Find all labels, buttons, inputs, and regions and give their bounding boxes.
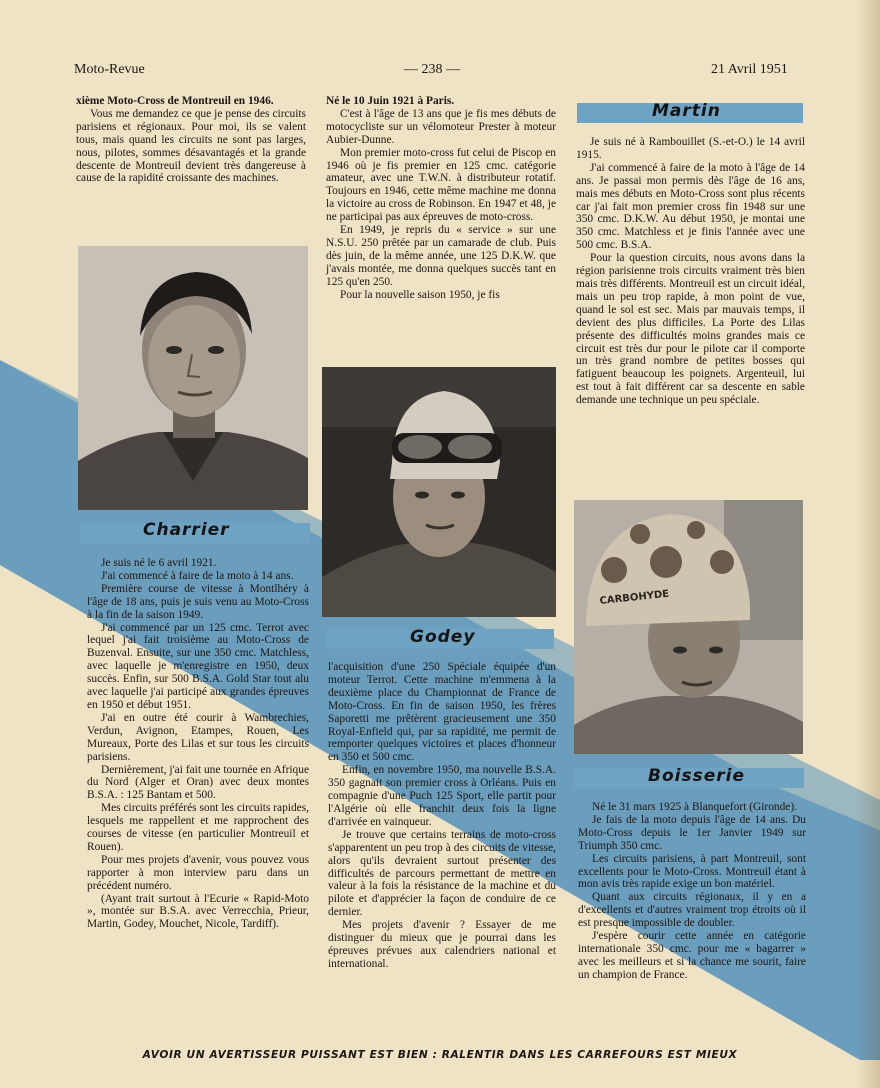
paragraph: J'ai commencé à faire de la moto à l'âge de 14 ans. Je passai mon permis dès l'âge de 16 ans, mais mes débuts en Moto-Cross sont plus récents car j'ai fait mon premier cross fin 1948 sur une 350 cmc. D.K.W. Au début 1950, je montai une 350 cmc. Matchless et je finis l'année avec une 500 cmc. B.S.A. <box>576 161 805 252</box>
paragraph: J'ai commencé par un 125 cmc. Terrot avec lequel j'ai fait troisième au Moto-Cross de Buzenval. Ensuite, sur une 350 cmc. Matchless, avec laquelle je m'enregistre en 1950, deux succès. Enfin, sur 500 B.S.A. Gold Star tout alu avec laquelle j'ai participé aux grandes épreuves en 1950 et début 1951. <box>87 621 309 711</box>
paragraph: Les circuits parisiens, à part Montreuil, sont excellents pour le Moto-Cross. Montreuil étant à mon avis très rapide exige un bon matériel. <box>578 852 806 891</box>
col3-martin-text <box>576 136 805 407</box>
paragraph: Première course de vitesse à Montlhéry à l'âge de 18 ans, puis je suis venu au Moto-Cross à la fin de la saison 1949. <box>87 582 309 621</box>
paragraph: J'espère courir cette année en catégorie internationale 350 cmc. pour me « bagarrer » avec les meilleurs et si la chance me sourit, faire un champion de France. <box>578 930 806 981</box>
paragraph: xième Moto-Cross de Montreuil en 1946. <box>76 95 274 107</box>
paragraph: Je suis né le 6 avril 1921. <box>101 557 217 569</box>
col2-godey-bottom <box>328 661 556 971</box>
rider-name-godey: Godey <box>410 627 476 647</box>
col3-boisserie-text <box>578 801 806 982</box>
paragraph: C'est à l'âge de 13 ans que je fis mes débuts de motocycliste sur un vélomoteur Prester à moteur Aubier-Dunne. <box>326 107 556 146</box>
issue-date: 21 Avril 1951 <box>711 62 788 77</box>
paragraph: Pour la question circuits, nous avons dans la région parisienne trois circuits vraiment très bien mais très différents. Montreuil est un circuit idéal, mais un peu trop rapide, à mon point de vue, quand le sol est sec. Mais par mauvais temps, il devient des plus difficiles. La Porte des Lilas présente des difficultés moins grandes mais ce circuit est très dur pour le pilote car il comporte un très grand nombre de petites bosses qui fatiguent beaucoup les poignets. Argenteuil, lui est tout à fait différent car sa descente en sable demande une technique un peu spéciale. <box>576 252 805 407</box>
page-edge-shadow <box>856 0 880 1088</box>
paragraph: Né le 31 mars 1925 à Blanquefort (Gironde). <box>592 801 797 813</box>
rider-name-martin: Martin <box>652 101 721 121</box>
paragraph: (Ayant trait surtout à l'Ecurie « Rapid-Moto », montée sur B.S.A. avec Verrecchia, Prieur, Martin, Godey, Mouchet, Nicole, Tardiff). <box>87 892 309 931</box>
paragraph: J'ai en outre été courir à Wambrechies, Verdun, Avignon, Etampes, Rouen, Les Mureaux, Porte des Lilas et sur tous les circuits parisiens. <box>87 711 309 763</box>
paragraph: Dernièrement, j'ai fait une tournée en Afrique du Nord (Alger et Oran) avec deux montes B.S.A. : 125 Bantam et 500. <box>87 763 309 802</box>
paragraph: Pour mes projets d'avenir, vous pouvez vous rapporter à mon interview paru dans un précédent numéro. <box>87 853 309 892</box>
paragraph: Je fais de la moto depuis l'âge de 14 ans. Du Moto-Cross depuis le 1er Janvier 1949 sur Triumph 350 cmc. <box>578 813 806 852</box>
col1-charrier-bio <box>87 557 309 931</box>
paragraph: Mes circuits préférés sont les circuits rapides, lesquels me rappellent et me rapprochent des courses de vitesse (en particulier Montreuil et Rouen). <box>87 802 309 853</box>
paragraph: Mon premier moto-cross fut celui de Piscop en 1946 où je fis premier en 125 cmc. catégorie amateur, avec une T.W.N. à distributeur rotatif. Toujours en 1946, cette même machine me donna la victoire au cross de Robinson. En 1947 et 48, je ne participai pas aux épreuves de moto-cross. <box>326 146 556 224</box>
paragraph: l'acquisition d'une 250 Spéciale équipée d'un moteur Terrot. Cette machine m'emmena à la deuxième place du Championnat de France de Moto-Cross. En fin de saison 1950, les frères Saporetti me prêtèrent gracieusement une 350 Royal-Enfield qui, par sa rapidité, me permit de remporter quelques victoires et places d'honneur en 350 et 500 cmc. <box>328 661 556 764</box>
paragraph: J'ai commencé à faire de la moto à 14 ans. <box>101 569 294 582</box>
paragraph: Quant aux circuits régionaux, il y en a d'excellents et d'autres vraiment trop étroits où il est presque impossible de doubler. <box>578 891 806 930</box>
footer-slogan: AVOIR UN AVERTISSEUR PUISSANT EST BIEN : RALENTIR DANS LES CARREFOURS EST MIEUX <box>142 1049 738 1061</box>
col1-intro <box>76 95 306 185</box>
rider-name-charrier: Charrier <box>143 520 230 540</box>
paragraph: Pour la nouvelle saison 1950, je fis <box>340 288 500 301</box>
magazine-title: Moto-Revue <box>74 62 145 77</box>
paragraph: Je suis né à Rambouillet (S.-et-O.) le 14 avril 1915. <box>576 136 805 161</box>
helmet-lettering: CARBOHYDE <box>599 588 670 607</box>
charrier-photo <box>78 246 308 510</box>
col2-godey-top <box>326 95 556 302</box>
rider-name-boisserie: Boisserie <box>648 766 745 786</box>
paragraph: Je trouve que certains terrains de moto-cross s'apparentent un peu trop à des circuits de vitesse, alors qu'ils devraient surtout présenter des difficultés de parcours permettant de mettre en valeur à la fois la résistance de la machine et du pilote et d'apprécier la façon de conduire de ce dernier. <box>328 828 556 919</box>
boisserie-photo <box>574 500 803 754</box>
godey-photo <box>322 367 556 617</box>
paragraph: Vous me demandez ce que je pense des circuits parisiens et régionaux. Pour moi, ils se valent tous, mais quand les circuits ne sont pas larges, nous, pilotes, sommes désavantagés et la grande descente de Montreuil devient très dangereuse à cause de la rapidité croissante des machines. <box>76 107 306 185</box>
page-number: — 238 — <box>404 62 460 77</box>
paragraph: Enfin, en novembre 1950, ma nouvelle B.S.A. 350 gagnait son premier cross à Orléans. Puis en compagnie d'une Puch 125 Sport, elle partit pour l'Algérie où elle franchit deux fois la ligne d'arrivée en vainqueur. <box>328 764 556 828</box>
paragraph: Mes projets d'avenir ? Essayer de me distinguer du mieux que je pourrai dans les épreuves prévues aux calendriers national et international. <box>328 919 556 970</box>
paragraph: Né le 10 Juin 1921 à Paris. <box>326 95 455 107</box>
paragraph: En 1949, je repris du « service » sur une N.S.U. 250 prêtée par un camarade de club. Puis dès juin, de la même année, une 125 D.K.W. que j'avais montée, me donna quelques succès tant en 125 qu'en 250. <box>326 224 556 288</box>
